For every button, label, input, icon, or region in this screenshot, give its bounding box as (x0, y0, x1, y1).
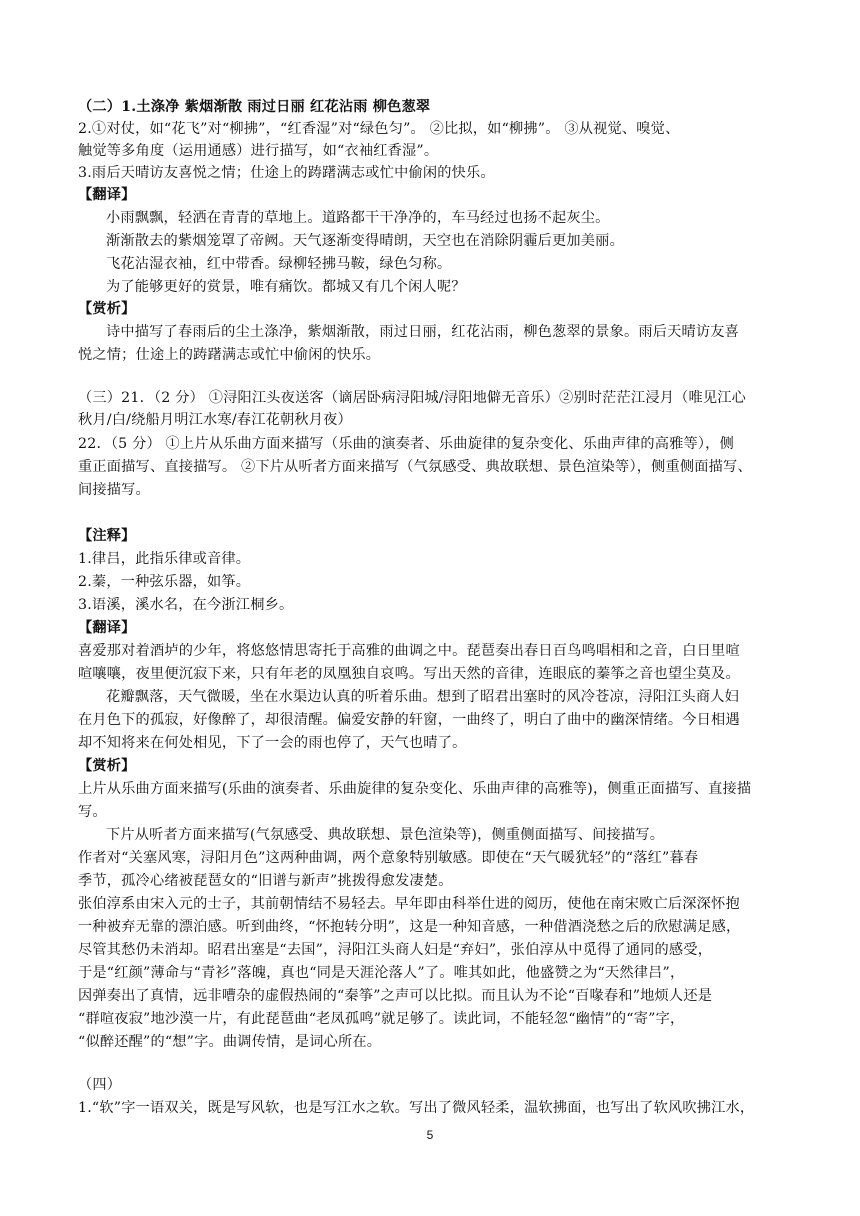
text-line: 渐渐散去的紫烟笼罩了帝阙。天气逐渐变得晴朗，天空也在消除阴霾后更加美丽。 (106, 233, 624, 249)
text-line: 【翻译】 (78, 187, 136, 203)
text-line: （二）1.土涤净 紫烟渐散 雨过日丽 红花沾雨 柳色葱翠 (78, 99, 431, 115)
text-line: 【赏析】 (78, 301, 136, 317)
text-line: 【翻译】 (78, 620, 136, 636)
text-line: 飞花沾湿衣袖，红中带香。绿柳轻拂马鞍，绿色匀称。 (106, 256, 452, 272)
text-line: 喧嚷嚷，夜里便沉寂下来，只有年老的凤凰独自哀鸣。写出天然的音律，连眼底的蓁筝之音也望尘莫及。 (78, 666, 740, 682)
text-line: 于是“红颜”薄命与“青衫”落魄，真也“同是天涯沦落人”了。唯其如此，他盛赞之为“天然律吕”， (78, 965, 685, 981)
text-line: 下片从听者方面来描写(气氛感受、典故联想、景色渲染等)，侧重侧面描写、间接描写。 (106, 827, 665, 843)
text-line: 在月色下的孤寂，好像醉了，却很清醒。偏爱安静的轩窗，一曲终了，明白了曲中的幽深情绪。今日相遇 (78, 712, 740, 728)
text-line: 尽管其愁仍未消却。昭君出塞是“去国”，浔阳江头商人妇是“弃妇”，张伯淳从中觅得了通同的感受， (78, 942, 713, 958)
page-number: 5 (426, 1128, 434, 1142)
text-line: 重正面描写、直接描写。 ②下片从听者方面来描写（气氛感受、典故联想、景色渲染等），侧重侧面描写、 (78, 459, 752, 475)
text-line: 小雨飘飘，轻洒在青青的草地上。道路都干干净净的，车马经过也扬不起灰尘。 (106, 210, 610, 226)
text-line: 【赏析】 (78, 758, 136, 774)
text-line: “群喧夜寂”地沙漠一片，有此琵琶曲“老凤孤鸣”就足够了。读此词，不能轻忽“幽情”的“寄”字， (78, 1011, 685, 1027)
text-line: 张伯淳系由宋入元的士子，其前朝情结不易轻去。早年即由科举仕进的阅历，使他在南宋败亡后深深怀抱 (78, 896, 740, 912)
text-line: 【注释】 (78, 528, 136, 544)
text-line: 3.语溪，溪水名，在今浙江桐乡。 (78, 597, 294, 613)
text-line: “似醉还醒”的“想”字。曲调传情，是词心所在。 (78, 1034, 382, 1050)
text-line: （四） (78, 1077, 122, 1093)
text-line: 却不知将来在何处相见，下了一会的雨也停了，天气也晴了。 (78, 735, 467, 751)
text-line: 写。 (78, 804, 107, 820)
text-line: （三）21．（2 分） ①浔阳江头夜送客（谪居卧病浔阳城/浔阳地僻无音乐）②别时茫茫江浸月（唯见江心 (78, 390, 747, 406)
text-line: 因弹奏出了真情，远非嘈杂的虚假热闹的“秦筝”之声可以比拟。而且认为不论“百喙春和”地烦人还是 (78, 988, 713, 1004)
text-line: 诗中描写了春雨后的尘土涤净，紫烟渐散，雨过日丽，红花沾雨，柳色葱翠的景象。雨后天晴访友喜 (106, 324, 740, 340)
text-line: 喜爱那对着酒垆的少年，将悠悠情思寄托于高雅的曲调之中。琵琶奏出春日百鸟鸣唱相和之音，白日里喧 (78, 643, 740, 659)
text-line: 间接描写。 (78, 482, 150, 498)
text-line: 2.蓁，一种弦乐器，如筝。 (78, 574, 251, 590)
text-line: 季节，孤冷心绪被琵琶女的“旧谱与新声”挑拨得愈发凄楚。 (78, 873, 453, 889)
text-line: 2.①对仗，如“花飞”对“柳拂”，“红香湿”对“绿色匀”。 ②比拟，如“柳拂”。 ③从视觉、嗅觉、 (78, 121, 680, 137)
text-line: 悦之情；仕途上的踌躇满志或忙中偷闲的快乐。 (78, 347, 381, 363)
text-line: 花瓣飘落，天气微暖，坐在水渠边认真的听着乐曲。想到了昭君出塞时的风冷苍凉，浔阳江头商人妇 (106, 689, 740, 705)
text-line: 上片从乐曲方面来描写(乐曲的演奏者、乐曲旋律的复杂变化、乐曲声律的高雅等)，侧重正面描写、直接描 (78, 781, 752, 797)
text-line: 1.“软”字一语双关，既是写风软，也是写江水之软。写出了微风轻柔，温软拂面，也写出了软风吹拂江水， (78, 1100, 755, 1116)
text-line: 触觉等多角度（运用通感）进行描写，如“衣袖红香湿”。 (78, 143, 439, 159)
text-line: 22．（5 分） ①上片从乐曲方面来描写（乐曲的演奏者、乐曲旋律的复杂变化、乐曲声律的高雅等），侧 (78, 436, 734, 452)
text-line: 一种被弃无靠的漂泊感。听到曲终，“怀抱转分明”，这是一种知音感，一种借酒浇愁之后的欣慰满足感， (78, 919, 741, 935)
text-line: 3.雨后天晴访友喜悦之情；仕途上的踌躇满志或忙中偷闲的快乐。 (78, 165, 495, 181)
text-line: 为了能够更好的赏景，唯有痛饮。都城又有几个闲人呢？ (106, 279, 466, 295)
text-line: 作者对“关塞风寒，浔阳月色”这两种曲调，两个意象特别敏感。即使在“天气暖犹轻”的“落红”暮春 (78, 850, 699, 866)
text-line: 秋月/白/绕船月明江水寒/春江花朝秋月夜） (78, 412, 352, 428)
text-line: 1.律吕，此指乐律或音律。 (78, 551, 251, 567)
